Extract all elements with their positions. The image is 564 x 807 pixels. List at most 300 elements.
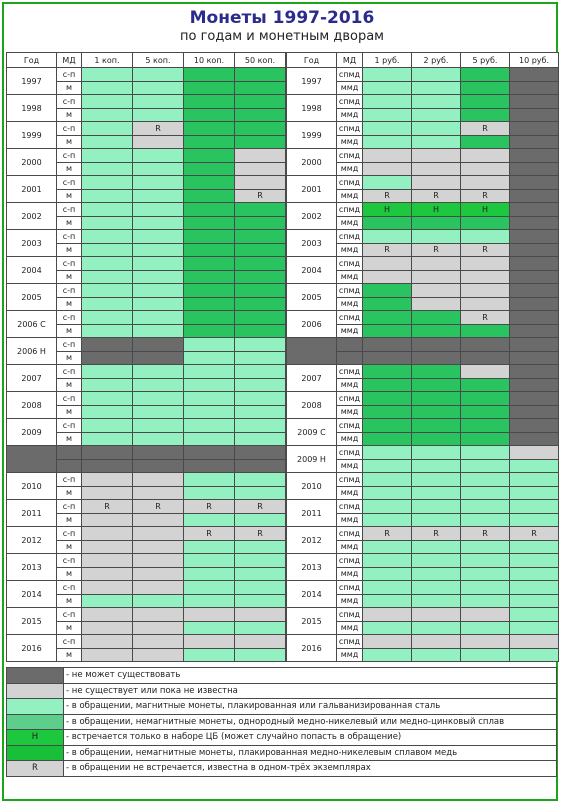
status-cell bbox=[133, 176, 184, 190]
status-cell bbox=[133, 189, 184, 203]
year-cell: 2010 bbox=[287, 473, 337, 500]
status-cell: R bbox=[235, 189, 286, 203]
table-row bbox=[7, 446, 286, 460]
status-cell bbox=[363, 473, 412, 487]
status-cell bbox=[510, 486, 559, 500]
status-cell bbox=[235, 297, 286, 311]
year-cell: 2008 bbox=[7, 392, 57, 419]
status-cell bbox=[184, 473, 235, 487]
mint-cell: с-п bbox=[57, 68, 82, 82]
status-cell bbox=[510, 648, 559, 662]
table-row bbox=[7, 230, 286, 244]
mint-cell: спмд bbox=[337, 527, 363, 541]
status-cell bbox=[461, 392, 510, 406]
status-cell bbox=[510, 108, 559, 122]
year-cell: 2010 bbox=[7, 473, 57, 500]
status-cell bbox=[184, 446, 235, 460]
status-cell bbox=[133, 284, 184, 298]
status-cell bbox=[363, 270, 412, 284]
status-cell bbox=[510, 230, 559, 244]
status-cell bbox=[510, 189, 559, 203]
status-cell bbox=[235, 149, 286, 163]
mint-cell: ммд bbox=[337, 540, 363, 554]
status-cell bbox=[133, 338, 184, 352]
mint-cell: с-п bbox=[57, 338, 82, 352]
status-cell bbox=[133, 311, 184, 325]
status-cell bbox=[510, 500, 559, 514]
mint-cell: м bbox=[57, 108, 82, 122]
mint-cell: с-п bbox=[57, 284, 82, 298]
status-cell: R bbox=[461, 311, 510, 325]
status-cell bbox=[184, 257, 235, 271]
mint-cell: с-п bbox=[57, 392, 82, 406]
year-cell: 1997 bbox=[7, 68, 57, 95]
legend-swatch bbox=[7, 745, 64, 761]
status-cell bbox=[363, 351, 412, 365]
status-cell bbox=[510, 270, 559, 284]
mint-cell: с-п bbox=[57, 365, 82, 379]
status-cell: R bbox=[184, 500, 235, 514]
status-cell bbox=[461, 162, 510, 176]
status-cell bbox=[133, 81, 184, 95]
status-cell bbox=[235, 459, 286, 473]
status-cell bbox=[510, 149, 559, 163]
status-cell bbox=[412, 419, 461, 433]
status-cell bbox=[235, 608, 286, 622]
status-cell bbox=[82, 270, 133, 284]
kopeck-table bbox=[6, 52, 286, 662]
year-cell: 2006 С bbox=[7, 311, 57, 338]
table-row bbox=[287, 122, 559, 136]
mint-cell: ммд bbox=[337, 162, 363, 176]
status-cell bbox=[412, 95, 461, 109]
year-cell: 2000 bbox=[7, 149, 57, 176]
status-cell bbox=[461, 648, 510, 662]
status-cell bbox=[412, 365, 461, 379]
mint-cell bbox=[337, 338, 363, 352]
status-cell bbox=[184, 135, 235, 149]
status-cell bbox=[235, 216, 286, 230]
year-cell: 2015 bbox=[287, 608, 337, 635]
legend-text: - не существует или пока не известна bbox=[64, 683, 557, 699]
status-cell bbox=[184, 189, 235, 203]
status-cell bbox=[461, 338, 510, 352]
status-cell bbox=[184, 648, 235, 662]
status-cell: R bbox=[133, 500, 184, 514]
status-cell bbox=[412, 648, 461, 662]
status-cell: R bbox=[461, 243, 510, 257]
status-cell bbox=[82, 621, 133, 635]
status-cell bbox=[461, 365, 510, 379]
status-cell bbox=[133, 351, 184, 365]
status-cell bbox=[461, 594, 510, 608]
status-cell bbox=[82, 122, 133, 136]
mint-cell: с-п bbox=[57, 473, 82, 487]
year-cell: 1999 bbox=[287, 122, 337, 149]
status-cell bbox=[363, 621, 412, 635]
status-cell bbox=[363, 95, 412, 109]
status-cell bbox=[82, 635, 133, 649]
status-cell bbox=[184, 122, 235, 136]
status-cell bbox=[510, 594, 559, 608]
status-cell bbox=[510, 81, 559, 95]
table-row bbox=[287, 581, 559, 595]
status-cell bbox=[363, 122, 412, 136]
status-cell bbox=[412, 446, 461, 460]
status-cell bbox=[235, 432, 286, 446]
status-cell bbox=[412, 351, 461, 365]
status-cell bbox=[412, 432, 461, 446]
status-cell bbox=[184, 621, 235, 635]
legend-text: - встречается только в наборе ЦБ (может случайно попасть в обращение) bbox=[64, 730, 557, 746]
status-cell bbox=[412, 378, 461, 392]
status-cell bbox=[82, 405, 133, 419]
mint-cell: спмд bbox=[337, 419, 363, 433]
status-cell bbox=[184, 311, 235, 325]
mint-cell: спмд bbox=[337, 257, 363, 271]
mint-cell: м bbox=[57, 351, 82, 365]
status-cell bbox=[184, 68, 235, 82]
status-cell bbox=[82, 540, 133, 554]
mint-cell: ммд bbox=[337, 513, 363, 527]
table-row bbox=[7, 527, 286, 541]
status-cell bbox=[412, 122, 461, 136]
table-row bbox=[287, 608, 559, 622]
status-cell bbox=[363, 554, 412, 568]
legend-swatch: Н bbox=[7, 730, 64, 746]
year-cell: 2009 bbox=[7, 419, 57, 446]
status-cell: Н bbox=[412, 203, 461, 217]
year-cell: 2016 bbox=[7, 635, 57, 662]
status-cell: R bbox=[412, 189, 461, 203]
status-cell bbox=[461, 297, 510, 311]
mint-cell: спмд bbox=[337, 581, 363, 595]
status-cell bbox=[510, 351, 559, 365]
legend-text: - в обращении, немагнитные монеты, однородный медно-никелевый или медно-цинковый сплав bbox=[64, 714, 557, 730]
status-cell: Н bbox=[363, 203, 412, 217]
status-cell bbox=[412, 486, 461, 500]
mint-cell: ммд bbox=[337, 567, 363, 581]
year-cell: 1998 bbox=[7, 95, 57, 122]
status-cell bbox=[363, 392, 412, 406]
table-row bbox=[7, 203, 286, 217]
mint-cell: спмд bbox=[337, 554, 363, 568]
status-cell bbox=[133, 297, 184, 311]
status-cell bbox=[235, 635, 286, 649]
mint-cell: ммд bbox=[337, 432, 363, 446]
status-cell bbox=[184, 81, 235, 95]
mint-cell: с-п bbox=[57, 419, 82, 433]
status-cell bbox=[461, 446, 510, 460]
table-row bbox=[287, 176, 559, 190]
status-cell bbox=[235, 648, 286, 662]
table-row bbox=[7, 68, 286, 82]
status-cell bbox=[363, 432, 412, 446]
status-cell bbox=[133, 581, 184, 595]
status-cell bbox=[235, 203, 286, 217]
year-cell: 2005 bbox=[7, 284, 57, 311]
table-row bbox=[7, 257, 286, 271]
status-cell bbox=[82, 216, 133, 230]
status-cell bbox=[82, 432, 133, 446]
table-row bbox=[287, 68, 559, 82]
status-cell bbox=[510, 378, 559, 392]
year-cell: 2012 bbox=[7, 527, 57, 554]
year-cell: 2016 bbox=[287, 635, 337, 662]
mint-cell: м bbox=[57, 594, 82, 608]
table-row bbox=[287, 95, 559, 109]
mint-cell: м bbox=[57, 648, 82, 662]
mint-cell: м bbox=[57, 567, 82, 581]
status-cell bbox=[133, 608, 184, 622]
status-cell bbox=[184, 567, 235, 581]
status-cell bbox=[412, 567, 461, 581]
status-cell bbox=[184, 419, 235, 433]
page-title: Монеты 1997-2016 bbox=[189, 8, 375, 28]
status-cell bbox=[461, 554, 510, 568]
mint-cell: спмд bbox=[337, 68, 363, 82]
status-cell: R bbox=[133, 122, 184, 136]
table-row bbox=[287, 230, 559, 244]
table-row bbox=[287, 635, 559, 649]
status-cell bbox=[235, 446, 286, 460]
year-cell: 2009 Н bbox=[287, 446, 337, 473]
mint-cell: ммд bbox=[337, 648, 363, 662]
status-cell bbox=[510, 554, 559, 568]
status-cell bbox=[82, 324, 133, 338]
status-cell bbox=[82, 392, 133, 406]
status-cell bbox=[363, 459, 412, 473]
status-cell bbox=[363, 405, 412, 419]
mint-cell: м bbox=[57, 324, 82, 338]
mint-cell bbox=[57, 459, 82, 473]
mint-cell bbox=[337, 351, 363, 365]
status-cell bbox=[82, 473, 133, 487]
status-cell bbox=[363, 567, 412, 581]
mint-cell: спмд bbox=[337, 365, 363, 379]
column-header: 5 руб. bbox=[461, 53, 510, 68]
status-cell bbox=[184, 351, 235, 365]
status-cell bbox=[461, 500, 510, 514]
status-cell bbox=[235, 486, 286, 500]
status-cell: R bbox=[184, 527, 235, 541]
status-cell bbox=[363, 581, 412, 595]
legend-row bbox=[7, 699, 557, 715]
status-cell bbox=[82, 419, 133, 433]
status-cell bbox=[510, 122, 559, 136]
status-cell bbox=[363, 500, 412, 514]
status-cell bbox=[363, 108, 412, 122]
status-cell bbox=[184, 284, 235, 298]
legend-swatch bbox=[7, 668, 64, 684]
legend-text: - в обращении, магнитные монеты, плакированная или гальванизированная сталь bbox=[64, 699, 557, 715]
status-cell bbox=[82, 203, 133, 217]
status-cell bbox=[363, 68, 412, 82]
legend-text: - не может существовать bbox=[64, 668, 557, 684]
ruble-table bbox=[286, 52, 559, 662]
status-cell bbox=[235, 581, 286, 595]
status-cell bbox=[82, 149, 133, 163]
status-cell bbox=[82, 567, 133, 581]
mint-cell: спмд bbox=[337, 446, 363, 460]
legend bbox=[6, 667, 557, 777]
status-cell bbox=[235, 567, 286, 581]
table-row bbox=[7, 365, 286, 379]
status-cell bbox=[510, 432, 559, 446]
mint-cell: спмд bbox=[337, 176, 363, 190]
mint-cell: м bbox=[57, 621, 82, 635]
status-cell bbox=[510, 338, 559, 352]
status-cell bbox=[461, 567, 510, 581]
status-cell bbox=[184, 270, 235, 284]
status-cell bbox=[82, 554, 133, 568]
table-row bbox=[7, 95, 286, 109]
status-cell bbox=[412, 230, 461, 244]
status-cell bbox=[510, 203, 559, 217]
year-cell: 2013 bbox=[287, 554, 337, 581]
status-cell bbox=[461, 351, 510, 365]
table-row bbox=[7, 608, 286, 622]
mint-cell: с-п bbox=[57, 581, 82, 595]
status-cell bbox=[461, 405, 510, 419]
year-cell: 2011 bbox=[287, 500, 337, 527]
status-cell bbox=[133, 473, 184, 487]
status-cell bbox=[184, 392, 235, 406]
status-cell bbox=[235, 324, 286, 338]
status-cell bbox=[235, 95, 286, 109]
status-cell bbox=[235, 176, 286, 190]
status-cell bbox=[412, 311, 461, 325]
status-cell bbox=[133, 216, 184, 230]
status-cell bbox=[133, 486, 184, 500]
mint-cell: спмд bbox=[337, 635, 363, 649]
mint-cell: ммд bbox=[337, 594, 363, 608]
kopeck-table-header bbox=[7, 53, 286, 68]
mint-cell: спмд bbox=[337, 284, 363, 298]
column-header: 10 руб. bbox=[510, 53, 559, 68]
status-cell bbox=[510, 324, 559, 338]
status-cell bbox=[184, 554, 235, 568]
status-cell bbox=[184, 324, 235, 338]
status-cell bbox=[184, 608, 235, 622]
status-cell: R bbox=[412, 527, 461, 541]
status-cell bbox=[82, 81, 133, 95]
status-cell bbox=[363, 149, 412, 163]
status-cell bbox=[510, 297, 559, 311]
status-cell bbox=[82, 608, 133, 622]
status-cell bbox=[184, 365, 235, 379]
status-cell bbox=[363, 419, 412, 433]
table-row bbox=[7, 284, 286, 298]
status-cell bbox=[510, 513, 559, 527]
status-cell bbox=[235, 243, 286, 257]
status-cell bbox=[235, 405, 286, 419]
status-cell bbox=[510, 311, 559, 325]
status-cell bbox=[184, 230, 235, 244]
status-cell bbox=[235, 68, 286, 82]
status-cell bbox=[461, 149, 510, 163]
status-cell bbox=[133, 365, 184, 379]
status-cell bbox=[363, 257, 412, 271]
status-cell bbox=[235, 230, 286, 244]
status-cell bbox=[235, 284, 286, 298]
year-cell: 2005 bbox=[287, 284, 337, 311]
status-cell bbox=[412, 405, 461, 419]
mint-cell: м bbox=[57, 486, 82, 500]
year-cell: 2008 bbox=[287, 392, 337, 419]
status-cell bbox=[82, 513, 133, 527]
status-cell bbox=[412, 108, 461, 122]
legend-row bbox=[7, 714, 557, 730]
mint-cell: с-п bbox=[57, 554, 82, 568]
status-cell: R bbox=[412, 243, 461, 257]
status-cell: R bbox=[235, 500, 286, 514]
legend-row bbox=[7, 745, 557, 761]
year-cell: 2002 bbox=[7, 203, 57, 230]
status-cell bbox=[184, 203, 235, 217]
status-cell bbox=[82, 311, 133, 325]
status-cell bbox=[412, 554, 461, 568]
status-cell bbox=[412, 513, 461, 527]
status-cell bbox=[133, 378, 184, 392]
status-cell bbox=[235, 135, 286, 149]
mint-cell: м bbox=[57, 540, 82, 554]
table-row bbox=[287, 554, 559, 568]
legend-row bbox=[7, 730, 557, 746]
status-cell bbox=[510, 405, 559, 419]
status-cell bbox=[82, 648, 133, 662]
status-cell bbox=[412, 594, 461, 608]
status-cell bbox=[363, 540, 412, 554]
year-cell: 2009 С bbox=[287, 419, 337, 446]
status-cell bbox=[235, 257, 286, 271]
status-cell bbox=[82, 594, 133, 608]
status-cell bbox=[82, 230, 133, 244]
status-cell bbox=[82, 189, 133, 203]
status-cell bbox=[510, 473, 559, 487]
status-cell bbox=[363, 446, 412, 460]
status-cell bbox=[461, 608, 510, 622]
status-cell bbox=[510, 540, 559, 554]
mint-cell: ммд bbox=[337, 378, 363, 392]
table-row bbox=[7, 419, 286, 433]
mint-cell: ммд bbox=[337, 486, 363, 500]
status-cell bbox=[82, 351, 133, 365]
status-cell bbox=[461, 108, 510, 122]
status-cell bbox=[235, 365, 286, 379]
status-cell bbox=[184, 405, 235, 419]
status-cell bbox=[235, 311, 286, 325]
table-row bbox=[7, 176, 286, 190]
status-cell bbox=[461, 419, 510, 433]
status-cell bbox=[184, 635, 235, 649]
mint-cell: с-п bbox=[57, 527, 82, 541]
status-cell bbox=[510, 635, 559, 649]
status-cell bbox=[235, 513, 286, 527]
mint-cell: спмд bbox=[337, 95, 363, 109]
status-cell bbox=[412, 540, 461, 554]
status-cell bbox=[235, 540, 286, 554]
status-cell bbox=[133, 567, 184, 581]
status-cell bbox=[363, 297, 412, 311]
table-row bbox=[7, 392, 286, 406]
status-cell: R bbox=[235, 527, 286, 541]
status-cell bbox=[510, 365, 559, 379]
legend-text: - в обращении, немагнитные монеты, плакированная медно-никелевым сплавом медь bbox=[64, 745, 557, 761]
status-cell bbox=[412, 297, 461, 311]
mint-cell: с-п bbox=[57, 176, 82, 190]
status-cell bbox=[412, 216, 461, 230]
